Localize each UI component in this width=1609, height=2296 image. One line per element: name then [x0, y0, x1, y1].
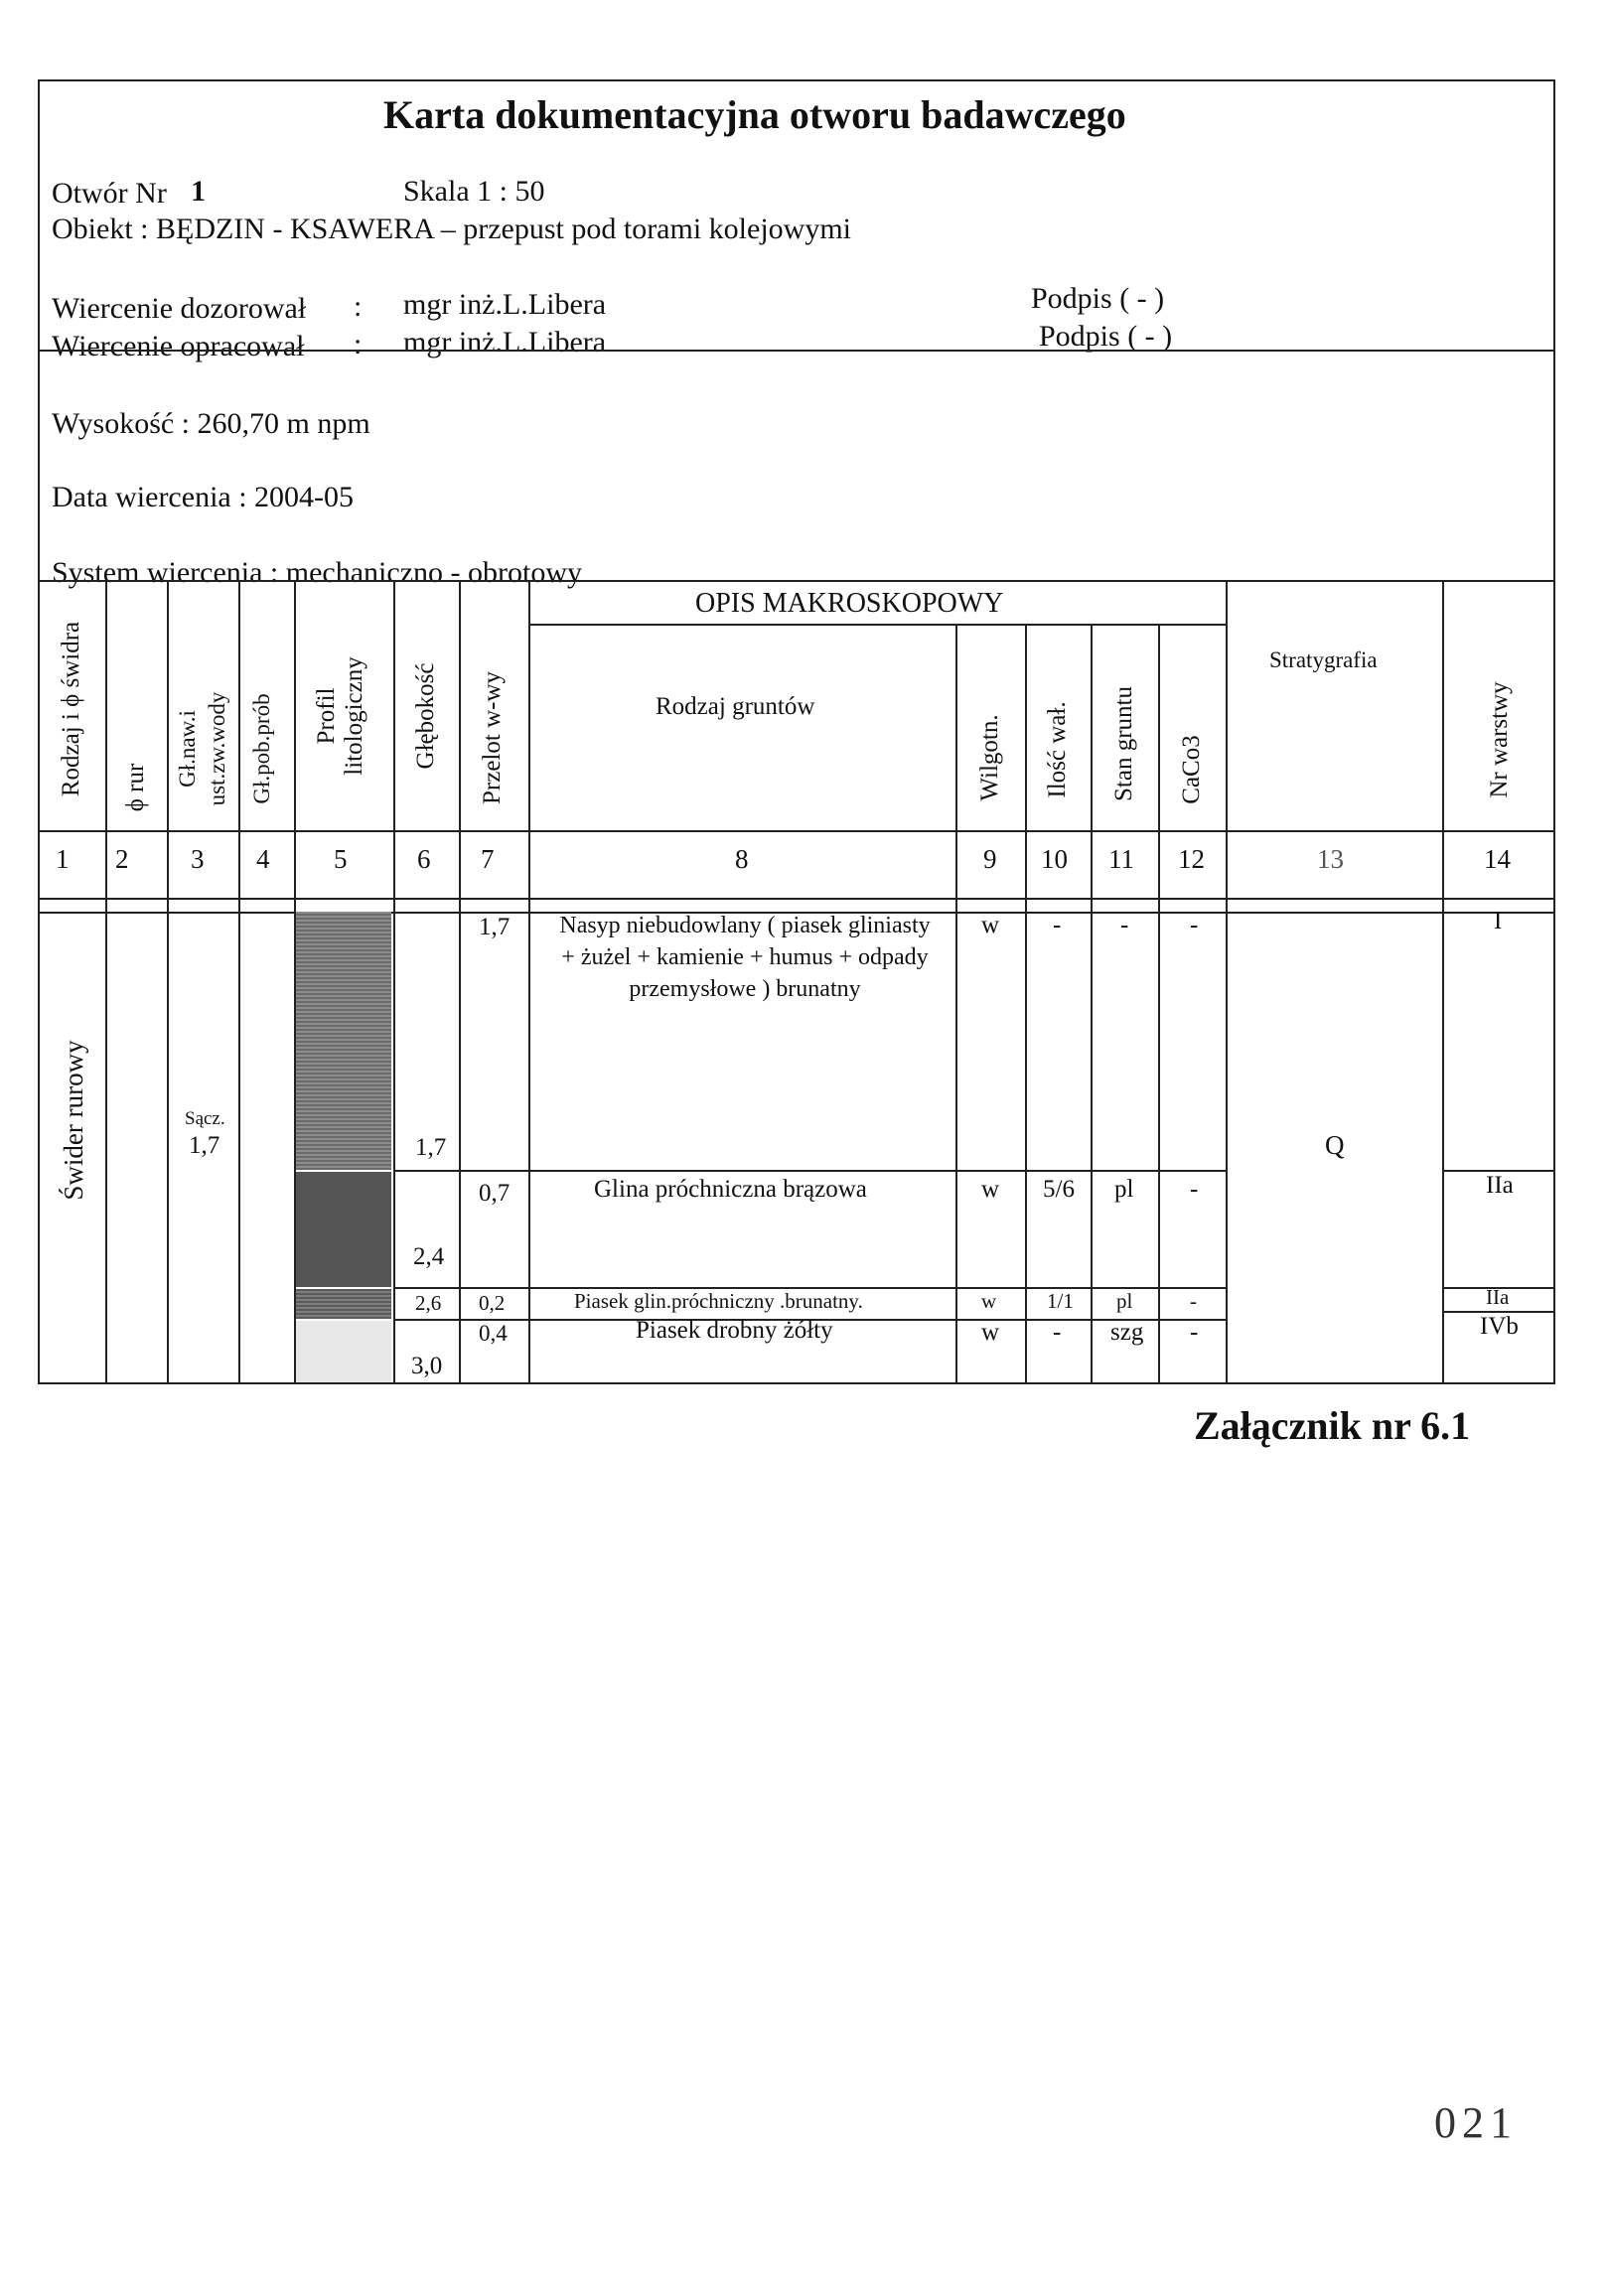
- col-line-12: [1226, 580, 1228, 1382]
- layer-3-stan: pl: [1116, 1289, 1133, 1313]
- signature-2: Podpis ( - ): [1039, 320, 1173, 353]
- frame-right-line: [1553, 79, 1555, 1384]
- table-top-line: [38, 580, 1553, 582]
- otwor-number: 1: [191, 175, 206, 208]
- header-stan-gruntu: Stan gruntu: [1110, 686, 1137, 801]
- layer-4-description: Piasek drobny żółty: [636, 1317, 833, 1344]
- layer-2-ilosc: 5/6: [1043, 1176, 1075, 1203]
- layer-2-wilgotn: w: [981, 1176, 1000, 1203]
- layer-1-wilgotn: w: [981, 912, 1000, 938]
- supervised-colon: :: [354, 290, 363, 323]
- header-rodzaj-swidra: Rodzaj i ϕ świdra: [58, 621, 84, 797]
- col-number-1: 1: [56, 844, 70, 874]
- layer-3-ilosc: 1/1: [1047, 1289, 1074, 1313]
- frame-top-line: [38, 79, 1553, 81]
- lithology-fill-layer-1: [296, 912, 391, 1170]
- prepared-label: Wiercenie opracował: [52, 330, 305, 362]
- opis-under-line: [528, 624, 1226, 626]
- drill-type-label: Świder rurowy: [59, 1040, 88, 1201]
- lithology-fill-layer-3: [296, 1289, 391, 1319]
- drilling-date: Data wiercenia : 2004-05: [52, 481, 355, 513]
- layer-4-wilgotn: w: [981, 1319, 1000, 1346]
- table-bottom-line: [38, 1382, 1553, 1384]
- col-number-8: 8: [735, 844, 749, 874]
- lithology-fill-layer-2: [296, 1172, 391, 1287]
- col-number-10: 10: [1041, 844, 1068, 874]
- prepared-colon: :: [354, 328, 363, 360]
- col-line-9: [1025, 624, 1027, 1382]
- layer-3-wilgotn: w: [981, 1289, 997, 1313]
- col-line-1: [105, 580, 107, 1382]
- layer-4-stan: szg: [1110, 1319, 1144, 1346]
- layer-3-caco3: -: [1190, 1289, 1197, 1313]
- layer-4-ilosc: -: [1053, 1319, 1062, 1346]
- col-number-11: 11: [1108, 844, 1134, 874]
- layer-4-nr: IVb: [1480, 1313, 1519, 1340]
- signature-divider: [38, 350, 1553, 352]
- stratigraphy-value: Q: [1325, 1130, 1345, 1160]
- layer-1-caco3: -: [1190, 912, 1199, 938]
- header-rodzaj-gruntow: Rodzaj gruntów: [656, 693, 815, 720]
- layer-2-przelot: 0,7: [479, 1180, 511, 1207]
- drilling-system: System wiercenia : mechaniczno - obrotowy: [52, 556, 582, 589]
- layer-3-depth: 2,6: [415, 1291, 442, 1315]
- col-line-13: [1442, 580, 1444, 1382]
- col-number-13: 13: [1317, 844, 1344, 874]
- col-line-6: [459, 580, 461, 1382]
- col-line-2: [167, 580, 169, 1382]
- object-name: Obiekt : BĘDZIN - KSAWERA – przepust pod torami kolejowymi: [52, 213, 851, 245]
- col-number-9: 9: [983, 844, 997, 874]
- layer-3-description: Piasek glin.próchniczny .brunatny.: [574, 1289, 863, 1313]
- col-numbers-top-line: [38, 830, 1553, 832]
- layer-2-nr: IIa: [1486, 1172, 1514, 1199]
- col-line-3: [238, 580, 240, 1382]
- col-number-3: 3: [191, 844, 205, 874]
- layer-1-description: Nasyp niebudowlany ( piasek gliniasty + żużel + kamienie + humus + odpady przemysłowe ) brunatny: [559, 913, 931, 1002]
- col-number-12: 12: [1178, 844, 1205, 874]
- layer-1-nr: I: [1494, 908, 1503, 934]
- filter-label: Sącz.: [185, 1108, 225, 1129]
- document-title: Karta dokumentacyjna otworu badawczego: [383, 92, 1126, 137]
- elevation: Wysokość : 260,70 m npm: [52, 407, 370, 440]
- layer-2-description: Glina próchniczna brązowa: [594, 1176, 867, 1203]
- header-caco3: CaCo3: [1178, 735, 1205, 804]
- header-wilgotn: Wilgotn.: [976, 714, 1003, 801]
- header-stratygrafia: Stratygrafia: [1269, 647, 1378, 672]
- header-profil-2: litologiczny: [341, 656, 367, 776]
- attachment-label: Załącznik nr 6.1: [1194, 1403, 1471, 1448]
- filter-depth: 1,7: [189, 1132, 220, 1159]
- layer-4-przelot: 0,4: [479, 1321, 508, 1346]
- layer-1-przelot: 1,7: [479, 914, 511, 940]
- layer-3-przelot: 0,2: [479, 1291, 506, 1315]
- layer-2-stan: pl: [1114, 1176, 1134, 1203]
- layer-2-caco3: -: [1190, 1176, 1199, 1203]
- layer-4-caco3: -: [1190, 1319, 1199, 1346]
- otwor-label: Otwór Nr: [52, 177, 167, 210]
- col-number-14: 14: [1484, 844, 1511, 874]
- col-line-11: [1158, 624, 1160, 1382]
- header-gl-naw-1: Gł.naw.i: [175, 710, 200, 788]
- col-number-7: 7: [481, 844, 495, 874]
- col-number-5: 5: [334, 844, 348, 874]
- header-glebokosc: Głębokość: [412, 662, 439, 770]
- layer-1-bottom: [393, 1170, 1226, 1172]
- header-gl-naw-2: ust.zw.wody: [205, 691, 229, 806]
- header-nr-warstwy: Nr warstwy: [1486, 681, 1513, 798]
- signature-1: Podpis ( - ): [1031, 282, 1165, 315]
- col-number-2: 2: [115, 844, 129, 874]
- prepared-name: mgr inż.L.Libera: [403, 326, 607, 359]
- lithology-fill-layer-4: [296, 1321, 391, 1382]
- col-numbers-bottom-line: [38, 898, 1553, 900]
- scale-label: Skala 1 : 50: [403, 175, 545, 208]
- frame-left-line: [38, 79, 40, 1384]
- col-line-8: [955, 624, 957, 1382]
- supervised-label: Wiercenie dozorował: [52, 292, 307, 325]
- layer-1-depth: 1,7: [415, 1134, 447, 1161]
- layer-2-depth: 2,4: [413, 1243, 445, 1270]
- supervised-name: mgr inż.L.Libera: [403, 288, 607, 321]
- layer-4-depth: 3,0: [411, 1353, 443, 1379]
- header-opis-makroskopowy: OPIS MAKROSKOPOWY: [695, 588, 1004, 619]
- header-gl-pob: Gł.pob.prób: [249, 693, 274, 804]
- layer-1-stan: -: [1120, 912, 1129, 938]
- layer-1-ilosc: -: [1053, 912, 1062, 938]
- header-fi-rur: ϕ rur: [122, 763, 149, 812]
- col-line-7: [528, 580, 530, 1382]
- page-number: 021: [1434, 2098, 1518, 2147]
- header-przelot: Przelot w-wy: [479, 671, 506, 804]
- header-ilosc-wal: Ilość wał.: [1044, 701, 1071, 798]
- layer-3-nr: IIa: [1486, 1285, 1510, 1309]
- col-number-4: 4: [256, 844, 270, 874]
- header-profil-1: Profil: [313, 687, 340, 745]
- col-line-10: [1091, 624, 1093, 1382]
- col-number-6: 6: [417, 844, 431, 874]
- col-line-5: [393, 580, 395, 1382]
